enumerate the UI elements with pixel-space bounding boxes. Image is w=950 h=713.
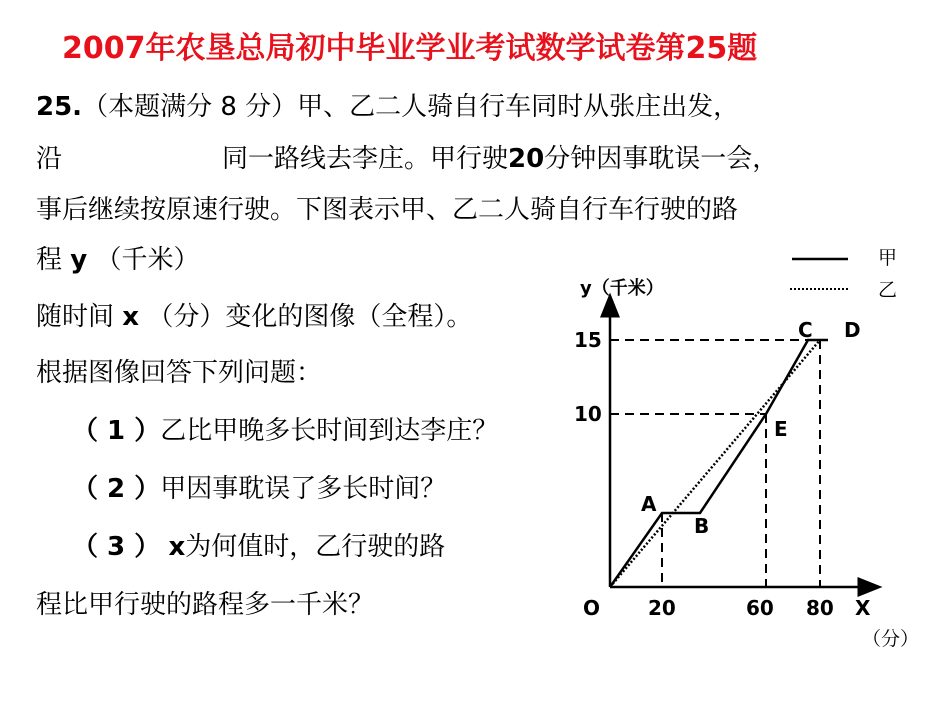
problem-line-2b: 同一路线去李庄。甲行驶 (222, 144, 509, 174)
problem-line-2-num: 20 (508, 144, 545, 174)
point-label-c: C (798, 318, 813, 342)
page-title: 2007年农垦总局初中毕业学业考试数学试卷第25题 (62, 31, 758, 66)
question-3-number: （ 3 ） (72, 532, 161, 562)
question-3-var-x: x (168, 532, 186, 562)
question-3-text: 为何值时，乙行驶的路 (185, 532, 446, 562)
problem-var-x: x (122, 302, 140, 332)
problem-line-6: 根据图像回答下列问题： (36, 358, 323, 388)
point-label-d: D (844, 318, 861, 342)
problem-line-3: 事后继续按原速行驶。下图表示甲、乙二人骑自行车行驶的路 (36, 195, 739, 225)
problem-line-4a: 程 (36, 245, 63, 275)
problem-line-4b: （千米） (95, 245, 200, 275)
problem-line-2a: 沿 (36, 144, 63, 174)
y-tick-15: 15 (574, 328, 602, 352)
legend-jia-label: 甲 (878, 247, 898, 269)
problem-number: 25. (36, 92, 83, 122)
problem-line-1-text: （本题满分 8 分）甲、乙二人骑自行车同时从张庄出发， (82, 92, 740, 122)
problem-line-2c: 分钟因事耽误一会， (544, 144, 779, 174)
y-tick-10: 10 (574, 402, 602, 426)
question-2-text: 甲因事耽误了多长时间？ (160, 474, 447, 504)
problem-var-y: y (70, 245, 88, 275)
problem-line-5b: （分）变化的图像（全程）。 (147, 302, 473, 332)
problem-line-5a: 随时间 (36, 302, 115, 332)
problem-line-last: 程比甲行驶的路程多一千米？ (36, 590, 375, 620)
origin-label: O (583, 596, 601, 620)
point-label-e: E (774, 417, 788, 441)
point-label-b: B (694, 514, 710, 538)
x-tick-80: 80 (806, 596, 834, 620)
y-axis-label: y（千米） (580, 278, 664, 299)
legend-yi-label: 乙 (878, 279, 898, 301)
x-axis-label: X (855, 596, 871, 620)
series-yi-line (610, 340, 820, 587)
x-tick-20: 20 (648, 596, 676, 620)
x-unit-label: （分） (862, 628, 920, 650)
point-label-a: A (641, 492, 657, 516)
question-1-number: （ 1 ） (72, 416, 161, 446)
x-tick-60: 60 (746, 596, 774, 620)
question-1-text: 乙比甲晚多长时间到达李庄？ (160, 416, 499, 446)
question-2-number: （ 2 ） (72, 474, 161, 504)
